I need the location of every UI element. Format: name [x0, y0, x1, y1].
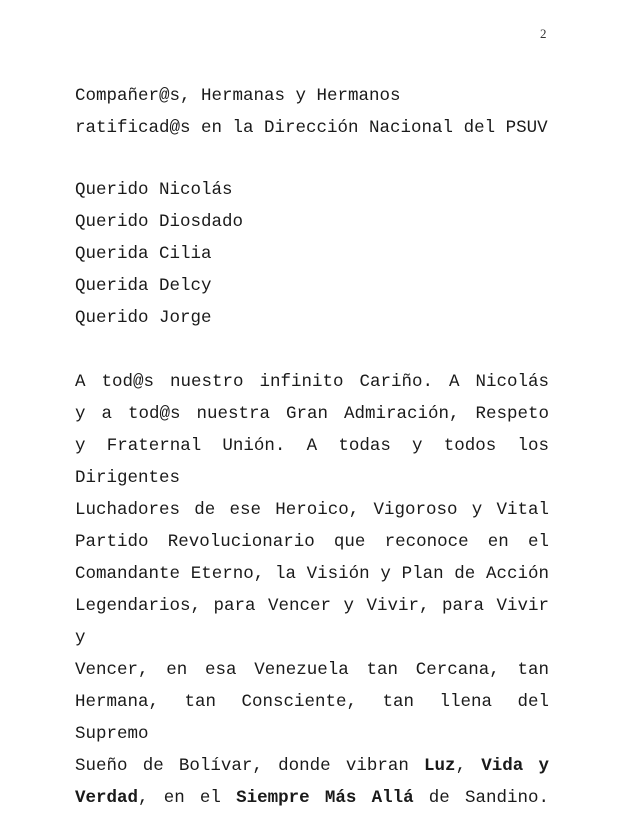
body-text: Sueño de Bolívar, donde vibran [75, 756, 425, 776]
body-text: , en el [138, 788, 237, 808]
body-line: y Fraternal Unión. A todas y todos los Dirigentes [75, 436, 549, 488]
body-line: A tod@s nuestro infinito Cariño. A Nicolás [75, 372, 549, 392]
body-text: , [455, 756, 482, 776]
greeting-line: Querida Cilia [75, 244, 212, 264]
emphasis-vida: Vida y [481, 756, 549, 776]
greeting-line: Querido Jorge [75, 308, 212, 328]
body-line: Vencer, en esa Venezuela tan Cercana, tan [75, 660, 549, 680]
greeting-line: Querido Diosdado [75, 212, 244, 232]
salutation [75, 80, 549, 144]
salutation-line-2: ratificad@s en la Dirección Nacional del PSUV [75, 118, 548, 138]
greetings-list [75, 174, 549, 334]
page-number: 2 [540, 26, 547, 41]
body-line: Hermana, tan Consciente, tan llena del Supremo [75, 692, 549, 744]
body-line: Comandante Eterno, la Visión y Plan de Acción [75, 564, 549, 584]
emphasis-luz: Luz [424, 756, 456, 776]
body-line: Partido Revolucionario que reconoce en el [75, 532, 549, 552]
greeting-line: Querida Delcy [75, 276, 212, 296]
body-line: Legendarios, para Vencer y Vivir, para Vivir y [75, 596, 549, 648]
salutation-line-1: Compañer@s, Hermanas y Hermanos [75, 86, 401, 106]
body-text: de Sandino. [413, 788, 550, 808]
body-line: Luchadores de ese Heroico, Vigoroso y Vital [75, 500, 549, 520]
body-line: y a tod@s nuestra Gran Admiración, Respeto [75, 404, 549, 424]
body-paragraph [75, 366, 549, 814]
emphasis-verdad: Verdad [75, 788, 139, 808]
emphasis-siempre-mas-alla: Siempre Más Allá [236, 788, 414, 808]
greeting-line: Querido Nicolás [75, 180, 233, 200]
body-line-emphasis-2 [75, 782, 549, 814]
